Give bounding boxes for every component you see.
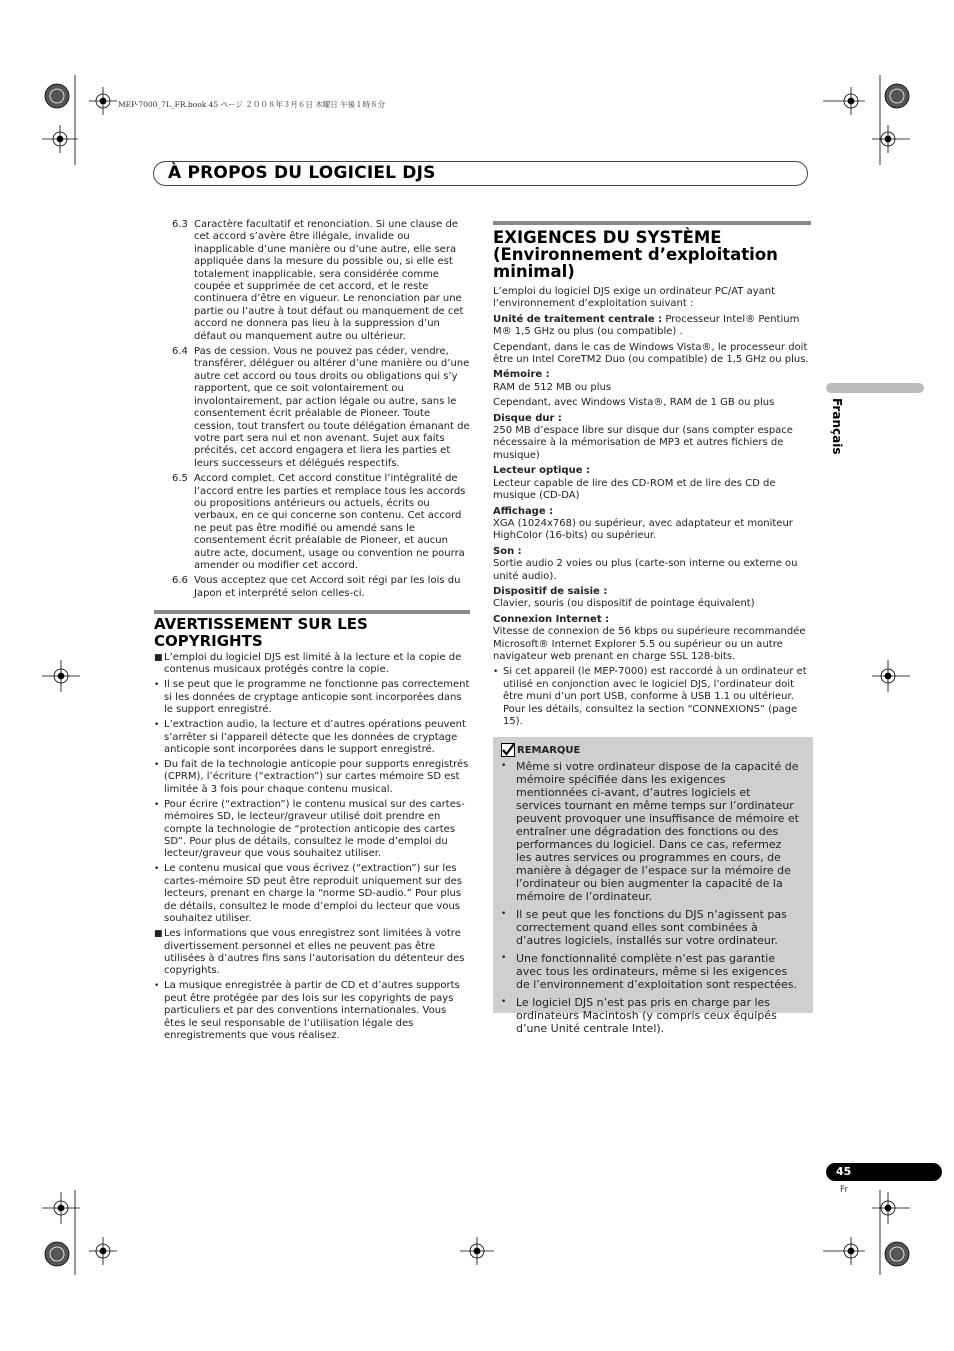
crosshair-icon [872,660,910,692]
intro-text: L’emploi du logiciel DJS exige un ordinateur PC/AT ayant l’environnement d’exploitation suivant : [493,286,776,310]
side-tab [826,383,924,393]
cpu-vista-note: Cependant, dans le cas de Windows Vista®, le processeur doit être un Intel CoreTM2 Duo (ou compatible) de 1,5 GHz ou plus. [493,341,809,366]
print-header: MEP-7000_7L_FR.book 45 ページ ２００８年３月６日 木曜日 午後１時８分 [118,100,386,109]
crop-mark-top-right-circle [885,84,909,108]
list-item: • Pour écrire (“extraction”) le contenu musical sur des cartes-mémoires SD, le lecteur/graveur utilisé doit prendre en compte la technologie de “protection anticopie des cartes SD”. Pour plus de détails, consultez le mode d’emploi du lecteur/graveur que vous souhaitez utiliser. [154,798,465,860]
list-item: ■ L’emploi du logiciel DJS est limité à la lecture et la copie de contenus musicaux protégés contre la copie. [154,652,462,676]
list-item: • La musique enregistrée à partir de CD et d’autres supports peut être protégée par des lois sur les copyrights de pays particuliers et par des conventions internationales. Vous êtes le seul responsable de l’utilisation légale des enregistrements que vous réalisez. [154,980,460,1041]
disk-text: 250 MB d’espace libre sur disque dur (sans compter espace nécessaire à la mémorisation de MP3 et autres fichiers de musique) [493,425,793,461]
crosshair-icon [872,125,910,153]
left-column [154,219,470,603]
page-number-pill [826,1163,942,1181]
list-item: • Il se peut que le programme ne fonctionne pas correctement si les données de cryptage anticopie sont incorporées dans le support enregistré. [154,679,470,716]
optical-text: Lecteur capable de lire des CD-ROM et de lire des CD de musique (CD-DA) [493,477,776,502]
crosshair-icon [89,1237,117,1265]
display-label: Affichage : [493,505,554,517]
list-item: • L’extraction audio, la lecture et d’autres opérations peuvent s’arrêter si l’appareil détecte que les données de cryptage anticopie sont incorporées dans le support enregistré. [154,719,466,756]
note-heading: REMARQUE [501,743,799,757]
list-item: ■ Les informations que vous enregistrez sont limitées à votre divertissement personnel et elles ne peuvent pas être utilisées à d’autres fins sans l’autorisation du détenteur des copyrights. [154,928,465,977]
page-title: À PROPOS DU LOGICIEL DJS [168,163,436,183]
crosshair-icon [42,125,78,153]
list-item: • Le contenu musical que vous écrivez (“extraction”) sur les cartes-mémoire SD peut être reproduit uniquement sur des lecteurs, prenant en charge la “norme SD-audio.” Pour plus de détails, consultez le mode d’emploi du lecteur que vous souhaitez utiliser. [154,863,462,925]
crosshair-icon [42,660,80,692]
crosshair-icon [42,1192,80,1224]
memory-text: RAM de 512 MB ou plus [493,381,612,393]
crosshair-icon [823,1237,865,1265]
section-rule [493,221,811,225]
section-heading: AVERTISSEMENT SUR LES COPYRIGHTS [154,615,368,650]
section-heading: EXIGENCES DU SYSTÈME (Environnement d’exploitation minimal) [493,228,778,281]
list-item: • Du fait de la technologie anticopie pour supports enregistrés (CPRM), l’écriture (“extraction”) sur cartes mémoire SD est limitée à 3 fois pour chaque contenu musical. [154,759,469,795]
input-label: Dispositif de saisie : [493,585,608,597]
cpu-spec: Unité de traitement centrale : Processeur Intel® Pentium M® 1,5 GHz ou plus (ou compatible) . [493,313,800,338]
section-rule [154,610,470,614]
crop-mark-bottom-left-circle [45,1242,69,1266]
copyright-section [154,610,470,1045]
crosshair-icon [872,1192,910,1224]
crop-mark-top-left-circle [45,84,69,108]
memory-vista: Cependant, avec Windows Vista®, RAM de 1 GB ou plus [493,397,775,409]
note-item: • Même si votre ordinateur dispose de la capacité de mémoire spécifiée dans les exigences mentionnées ci-avant, d’autres logiciels et services tournant en même temps sur l’ordinateur peuvent provoquer une insuffisance de mémoire et entraîner une dégradation des fonctions ou des performances du logiciel. Dans ce cas, refermez les autres services ou programmes en cours, de manière à dégager de l’espace sur la mémoire de l’ordinateur ou bien augmenter la capacité de la mémoire de l’ordinateur. [501,760,799,903]
note-item: • Le logiciel DJS n’est pas pris en charge par les ordinateurs Macintosh (y compris ceux équipés d’une Unité centrale Intel). [501,996,777,1035]
crosshair-icon [460,1237,494,1265]
internet-label: Connexion Internet : [493,613,610,625]
note-item: • Il se peut que les fonctions du DJS n’agissent pas correctement quand elles sont combinées à d’autres logiciels, installés sur votre ordinateur. [501,908,787,947]
input-text: Clavier, souris (ou dispositif de pointage équivalent) [493,598,755,610]
numbered-item: 6.5 Accord complet. Cet accord constitue l’intégralité de l’accord entre les parties et remplace tous les accords ou propositions antérieurs ou actuels, écrits ou verbaux, en ce qui concerne son contenu. Cet accord ne peut pas être modifié ou amendé sans le consentement écrit préalable de Pioneer, et aucun autre acte, document, usage ou convention ne pourra amender ou modifier cet accord. [172,473,466,571]
optical-label: Lecteur optique : [493,465,590,477]
note-box [493,737,813,1035]
numbered-item: 6.3 Caractère facultatif et renonciation. Si une clause de cet accord s’avère être illégale, invalide ou inapplicable d’une manière ou d’une autre, elle sera appliquée dans la mesure du possible ou, si elle est totalement inapplicable, sera considérée comme coupée et supprimée de cet accord, et le reste continuera d’être en vigueur. Le renonciation par une partie ou l’autre à tout défaut ou manquement de cet accord ne donnera pas lieu à la suppression d’un défaut ou manquement autre ou ultérieur. [172,219,464,342]
crop-mark-bottom-right-circle [885,1242,909,1266]
internet-text: Vitesse de connexion de 56 kbps ou supérieure recommandée Microsoft® Internet Explorer 5.5 ou supérieur ou un autre navigateur web prenant en charge SSL 128-bits. [493,626,806,662]
crosshair-icon [823,87,865,115]
display-text: XGA (1024x768) ou supérieur, avec adaptateur et moniteur HighColor (16-bits) ou supérieur. [493,517,793,542]
page-title-bar [153,161,808,186]
sound-label: Son : [493,545,522,557]
numbered-item: 6.6 Vous acceptez que cet Accord soit régi par les lois du Japon et interprété selon celles-ci. [172,575,461,599]
note-item: • Une fonctionnalité complète n’est pas garantie avec tous les ordinateurs, même si les exigences de l’environnement d’exploitation sont respectées. [501,952,797,991]
usb-bullet: • Si cet appareil (le MEP-7000) est raccordé à un ordinateur et utilisé en conjonction avec le logiciel DJS, l’ordinateur doit être muni d’un port USB, conforme à USB 1.1 ou ultérieur. Pour les détails, consultez la section “CONNEXIONS” (page 15). [493,666,807,727]
numbered-item: 6.4 Pas de cession. Vous ne pouvez pas céder, vendre, transférer, déléguer ou altérer d’une manière ou d’une autre cet accord ou tous droits ou obligations qui s’y rapportent, que ce soit volontairement ou involontairement, par action légale ou autre, sans le consentement écrit préalable de Pioneer. Toute cession, tout transfert ou toute délégation émanant de votre part sera nul et non avenant. Sujet aux faits précités, cet accord engagera et liera les parties et leurs successeurs et délégués respectifs. [172,346,470,469]
right-column [493,221,811,731]
checkmark-icon [501,743,515,757]
memory-label: Mémoire : [493,369,550,381]
page-language: Fr [840,1185,849,1195]
crosshair-icon [89,87,117,115]
page-number: 45 [836,1165,852,1178]
sound-text: Sortie audio 2 voies ou plus (carte-son interne ou externe ou unité audio). [493,558,798,582]
disk-label: Disque dur : [493,412,562,424]
side-tab-label: Français [830,398,844,455]
